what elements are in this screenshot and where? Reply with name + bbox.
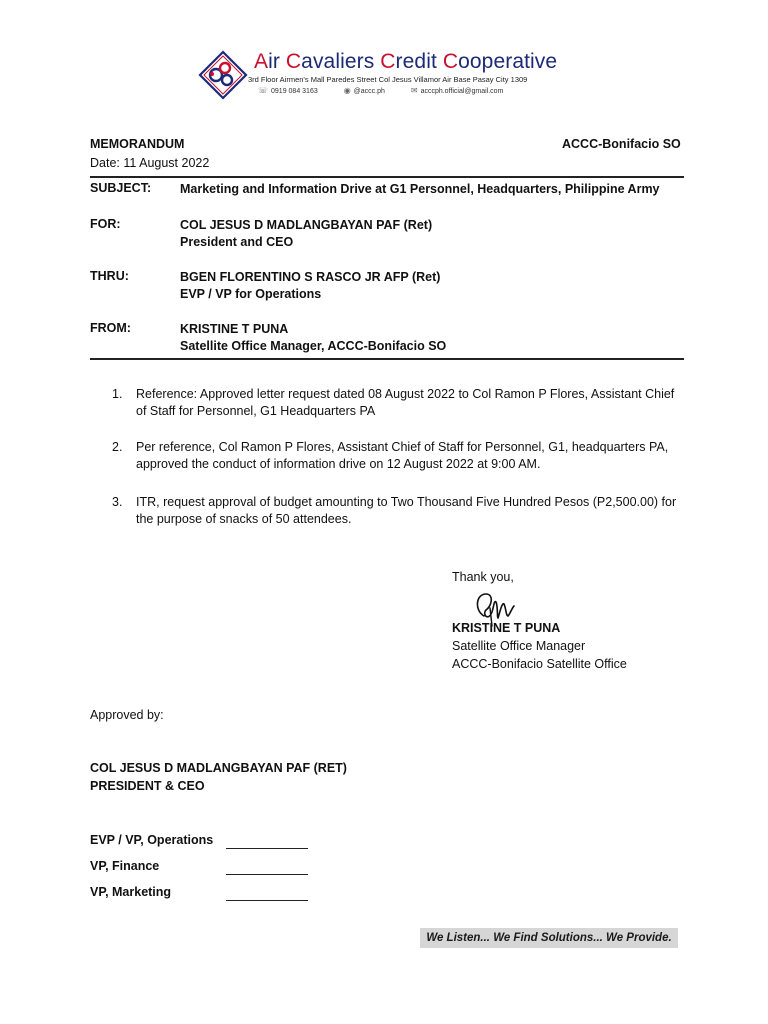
email-icon: ✉	[410, 86, 418, 95]
thru-title: EVP / VP for Operations	[180, 287, 322, 301]
check-label-marketing: VP, Marketing	[90, 885, 172, 899]
organization-name: Air Cavaliers Credit Cooperative	[254, 50, 558, 73]
list-item	[112, 494, 682, 528]
letterhead	[198, 48, 678, 104]
memo-date: Date: 11 August 2022	[90, 156, 210, 170]
item-text: Per reference, Col Ramon P Flores, Assistant Chief of Staff for Personnel, G1, headquarters PA, approved the conduct of information drive on 12 August 2022 at 9:00 AM.	[136, 440, 669, 471]
for-label: FOR:	[90, 217, 121, 231]
facebook-icon: ◉	[343, 86, 351, 95]
subject-label: SUBJECT:	[90, 181, 152, 195]
memo-type: MEMORANDUM	[90, 137, 185, 151]
check-label-operations: EVP / VP, Operations	[90, 833, 214, 847]
footer-tagline: We Listen... We Find Solutions... We Provide.	[420, 928, 678, 948]
contact-email: ✉ acccph.official@gmail.com	[410, 86, 504, 95]
thru-label: THRU:	[90, 269, 129, 283]
initial-line-marketing	[226, 900, 308, 901]
cooperative-logo	[198, 50, 248, 100]
approver-title: PRESIDENT & CEO	[90, 779, 205, 793]
header-divider	[90, 176, 684, 178]
thru-name: BGEN FLORENTINO S RASCO JR AFP (Ret)	[180, 270, 441, 284]
initial-line-operations	[226, 848, 308, 849]
item-text: ITR, request approval of budget amounting to Two Thousand Five Hundred Pesos (P2,500.00) for the purpose of snacks of 50 attendees.	[136, 495, 677, 526]
memo-office: ACCC-Bonifacio SO	[562, 137, 681, 151]
from-label: FROM:	[90, 321, 131, 335]
list-item	[112, 386, 682, 420]
check-label-finance: VP, Finance	[90, 859, 160, 873]
for-name: COL JESUS D MADLANGBAYAN PAF (Ret)	[180, 218, 433, 232]
signatory-title: Satellite Office Manager	[452, 639, 586, 653]
closing-thanks: Thank you,	[452, 570, 514, 584]
for-title: President and CEO	[180, 235, 294, 249]
signatory-name: KRISTINE T PUNA	[452, 621, 561, 635]
body-divider	[90, 358, 684, 360]
approved-by-label: Approved by:	[90, 708, 164, 722]
initial-line-finance	[226, 874, 308, 875]
signatory-office: ACCC-Bonifacio Satellite Office	[452, 657, 627, 671]
phone-icon: ☏	[258, 86, 269, 95]
list-item	[112, 439, 682, 473]
subject-text: Marketing and Information Drive at G1 Personnel, Headquarters, Philippine Army	[180, 182, 660, 196]
from-title: Satellite Office Manager, ACCC-Bonifacio SO	[180, 339, 447, 353]
contact-phone: ☏ 0919 084 3163	[258, 86, 318, 95]
item-text: Reference: Approved letter request dated 08 August 2022 to Col Ramon P Flores, Assistant Chief of Staff for Personnel, G1 Headquarters PA	[136, 387, 675, 418]
contact-row	[258, 86, 527, 95]
contact-facebook: ◉ @accc.ph	[343, 86, 385, 95]
from-name: KRISTINE T PUNA	[180, 322, 289, 336]
approver-name: COL JESUS D MADLANGBAYAN PAF (RET)	[90, 761, 347, 775]
item-number: 2.	[112, 440, 123, 454]
item-number: 1.	[112, 387, 123, 401]
organization-address: 3rd Floor Airmen's Mall Paredes Street Col Jesus Villamor Air Base Pasay City 1309	[248, 75, 528, 84]
item-number: 3.	[112, 495, 123, 509]
